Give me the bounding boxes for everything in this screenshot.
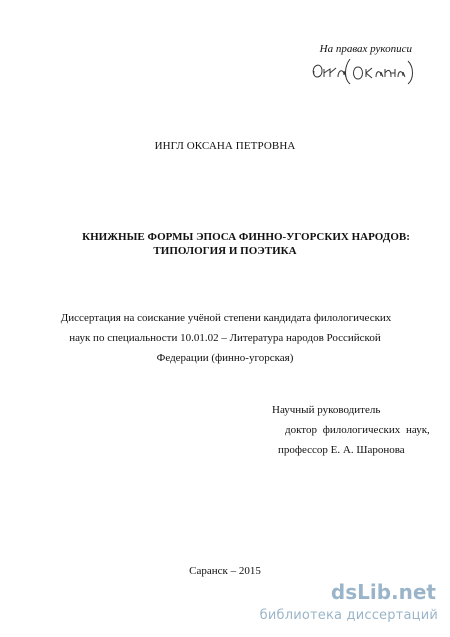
watermark — [259, 580, 438, 623]
advisor-name: профессор Е. А. Шаронова — [278, 444, 405, 456]
title-line-2: ТИПОЛОГИЯ И ПОЭТИКА — [153, 245, 297, 257]
scientific-advisor — [272, 400, 430, 460]
description-line-1: Диссертация на соискание учёной степени кандидата филологических — [60, 312, 392, 324]
dslib-logo — [330, 579, 438, 605]
city-year: Саранск – 2015 — [189, 565, 261, 577]
advisor-role: Научный руководитель — [272, 404, 381, 416]
description-line-3: Федерации (финно-угорская) — [156, 352, 294, 364]
description-line-2: наук по специальности 10.01.02 – Литература народов Российской — [69, 332, 381, 344]
author-name: ИНГЛ ОКСАНА ПЕТРОВНА — [154, 140, 296, 152]
dissertation-title — [0, 230, 450, 258]
svg-text:dsLib.net: dsLib.net — [330, 580, 436, 604]
advisor-degree: доктор филологических наук, — [285, 424, 430, 436]
title-line-1: КНИЖНЫЕ ФОРМЫ ЭПОСА ФИННО-УГОРСКИХ НАРОДОВ: — [82, 231, 410, 243]
watermark-caption: библиотека диссертаций — [259, 608, 438, 623]
rights-note: На правах рукописи — [319, 43, 412, 55]
dissertation-description — [0, 308, 450, 368]
handwritten-signature — [308, 55, 418, 85]
